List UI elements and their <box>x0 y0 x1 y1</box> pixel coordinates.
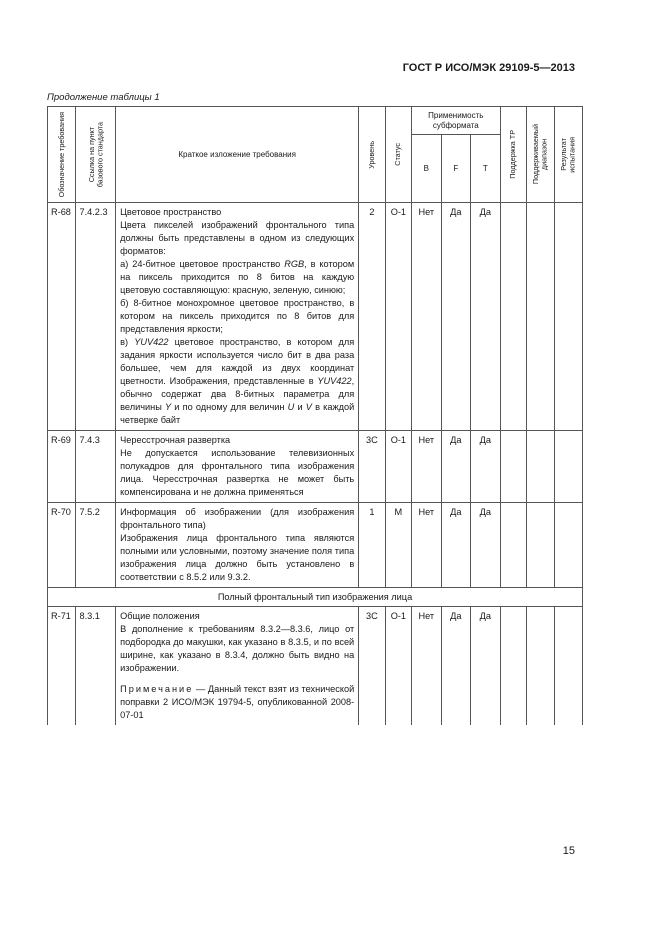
row-level: 1 <box>359 503 385 588</box>
row-title: Информация об изображении (для изображения фронтального типа) <box>120 507 355 530</box>
row-text: Изображения лица фронтального типа являются полными или условными, поэтому значение поля типа изображения лица должно быть установлено в соответствии с 8.5.2 или 9.3.2. <box>120 533 355 582</box>
table-caption: Продолжение таблицы 1 <box>47 92 160 103</box>
col-header-b: B <box>412 135 441 203</box>
row-summary <box>116 607 359 726</box>
row-f: Да <box>441 431 470 503</box>
table-row <box>48 607 583 726</box>
row-result <box>555 607 583 726</box>
col-header-result: Результат испытания <box>555 107 583 203</box>
row-range <box>526 431 554 503</box>
row-range <box>526 503 554 588</box>
col-header-range: Поддерживаемый диапазон <box>526 107 554 203</box>
row-range <box>526 203 554 431</box>
row-tp-support <box>500 607 526 726</box>
row-summary <box>116 503 359 588</box>
row-t: Да <box>471 607 500 726</box>
row-tp-support <box>500 203 526 431</box>
row-ref: 7.4.2.3 <box>76 203 116 431</box>
row-ref: 7.5.2 <box>76 503 116 588</box>
requirements-table <box>47 106 583 725</box>
row-result <box>555 203 583 431</box>
row-range <box>526 607 554 726</box>
row-ref: 7.4.3 <box>76 431 116 503</box>
row-f: Да <box>441 503 470 588</box>
table-row <box>48 431 583 503</box>
row-id: R-71 <box>48 607 76 726</box>
col-header-t: T <box>471 135 500 203</box>
row-title: Цветовое пространство <box>120 207 222 217</box>
col-header-status: Статус <box>385 107 411 203</box>
section-title: Полный фронтальный тип изображения лица <box>48 588 583 607</box>
col-header-summary: Краткое изложение требования <box>116 107 359 203</box>
note-label: Примечание <box>120 684 194 694</box>
col-header-level: Уровень <box>359 107 385 203</box>
col-header-applicability: Применимость субформата <box>412 107 500 135</box>
document-header: ГОСТ Р ИСО/МЭК 29109-5—2013 <box>402 62 575 74</box>
page-number: 15 <box>562 845 575 857</box>
row-b: Нет <box>412 203 441 431</box>
row-status: О-1 <box>385 607 411 726</box>
row-id: R-70 <box>48 503 76 588</box>
row-summary <box>116 203 359 431</box>
note-text: — Данный текст взят из технической поправки 2 ИСО/МЭК 19794-5, опубликованной 2008-07-01 <box>120 684 355 720</box>
col-header-f: F <box>441 135 470 203</box>
col-header-id: Обозначение требования <box>48 107 76 203</box>
table-row <box>48 203 583 431</box>
row-f: Да <box>441 203 470 431</box>
col-header-tp-support: Поддержка TP <box>500 107 526 203</box>
row-level: 3С <box>359 431 385 503</box>
row-tp-support <box>500 503 526 588</box>
row-title: Общие положения <box>120 611 200 621</box>
row-status: О-1 <box>385 431 411 503</box>
row-summary <box>116 431 359 503</box>
row-text: Не допускается использование телевизионных полукадров для фронтального типа изображения лица. Чересстрочная развертка не может быть компенсирована и не должна применяться <box>120 448 355 497</box>
row-title: Чересстрочная развертка <box>120 435 231 445</box>
row-text: Цвета пикселей изображений фронтального типа должны быть представлены в одном из следующих форматов: а) 24-битное цветовое пространство RGB, в котором на пиксель приходится по 8 битов на каждую цветовую составляющую: красную, зеленую, синюю; б) 8-битное монохромное цветовое пространство, в котором на пиксель приходится по 8 битов для представления яркости; в) YUV422 цветовое пространство, в котором для задания яркости используется число бит в два раза большее, чем для каждой из двух координат цветности. Изображения, представленные в YUV422, обычно содержат два 8-битных параметра для величины Y и по одному для величин U и V в каждой четверке байт <box>120 220 355 425</box>
row-level: 3С <box>359 607 385 726</box>
row-b: Нет <box>412 503 441 588</box>
col-header-ref: Ссылка на пункт базового стандарта <box>76 107 116 203</box>
row-b: Нет <box>412 431 441 503</box>
row-t: Да <box>471 203 500 431</box>
row-b: Нет <box>412 607 441 726</box>
row-id: R-68 <box>48 203 76 431</box>
row-t: Да <box>471 503 500 588</box>
row-text: В дополнение к требованиям 8.3.2—8.3.6, лицо от подбородка до макушки, как указано в 8.3.5, и по всей ширине, как указано в 8.3.4, должно быть видно на изображении. <box>120 624 355 673</box>
row-status: М <box>385 503 411 588</box>
section-row <box>48 588 583 607</box>
row-tp-support <box>500 431 526 503</box>
row-f: Да <box>441 607 470 726</box>
row-note <box>120 683 354 722</box>
row-ref: 8.3.1 <box>76 607 116 726</box>
table-row <box>48 503 583 588</box>
row-result <box>555 503 583 588</box>
row-level: 2 <box>359 203 385 431</box>
row-status: О-1 <box>385 203 411 431</box>
row-id: R-69 <box>48 431 76 503</box>
row-t: Да <box>471 431 500 503</box>
row-result <box>555 431 583 503</box>
